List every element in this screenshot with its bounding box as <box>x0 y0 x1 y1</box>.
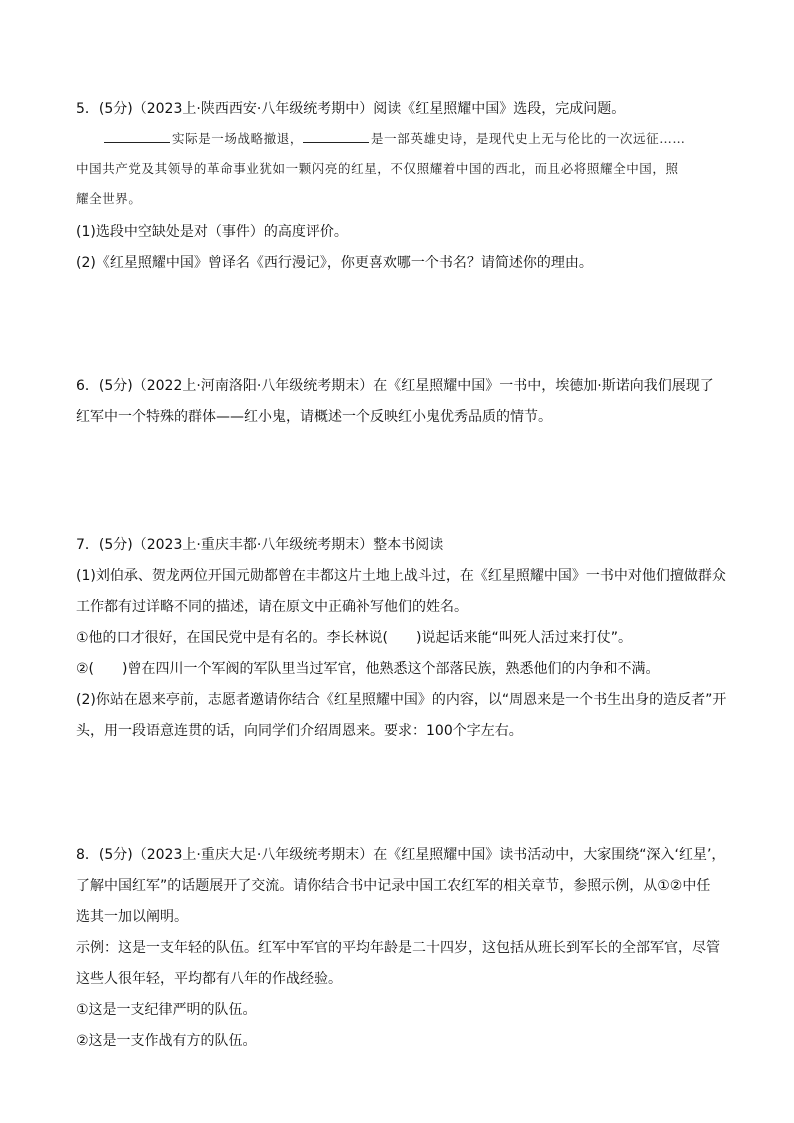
q8-example-line1: 示例：这是一支年轻的队伍。红军中军官的平均年龄是二十四岁，这包括从班长到军长的全部军官，尽管 <box>76 940 720 956</box>
q7-sub1-line2: 工作都有过详略不同的描述，请在原文中正确补写他们的姓名。 <box>76 599 468 615</box>
q5-header: 5．(5分)（2023上·陕西西安·八年级统考期中）阅读《红星照耀中国》选段，完成问题。 <box>76 101 626 117</box>
q7-header: 7．(5分)（2023上·重庆丰都·八年级统考期末）整本书阅读 <box>76 537 444 553</box>
q5-passage-line3: 耀全世界。 <box>76 191 142 206</box>
q5-subquestion-1: (1)选段中空缺处是对（事件）的高度评价。 <box>76 224 348 240</box>
q7-item1: ①他的口才很好，在国民党中是有名的。李长林说( )说起话来能“叫死人活过来打仗”。 <box>76 630 632 646</box>
q5-passage-line1 <box>104 129 754 149</box>
q6-line2: 红军中一个特殊的群体——红小鬼，请概述一个反映红小鬼优秀品质的情节。 <box>76 409 552 425</box>
q8-item1: ①这是一支纪律严明的队伍。 <box>76 1002 257 1018</box>
answer-blank[interactable] <box>303 129 369 143</box>
q5-passage-part2: 是一部英雄史诗，是现代史上无与伦比的一次远征…… <box>371 131 686 146</box>
q8-line3: 选其一加以阐明。 <box>76 909 188 925</box>
q8-line1: 8．(5分)（2023上·重庆大足·八年级统考期末）在《红星照耀中国》读书活动中，大家围绕“深入‘红星’， <box>76 847 726 863</box>
q8-example-line2: 这些人很年轻，平均都有八年的作战经验。 <box>76 971 342 987</box>
q6-line1: 6．(5分)（2022上·河南洛阳·八年级统考期末）在《红星照耀中国》一书中，埃德加·斯诺向我们展现了 <box>76 378 714 394</box>
q7-sub1-line1: (1)刘伯承、贺龙两位开国元勋都曾在丰都这片土地上战斗过，在《红星照耀中国》一书中对他们擅做群众 <box>76 568 726 584</box>
q5-passage-line2: 中国共产党及其领导的革命事业犹如一颗闪亮的红星，不仅照耀着中国的西北，而且必将照耀全中国，照 <box>76 161 679 176</box>
q7-sub2-line2: 头，用一段语意连贯的话，向同学们介绍周恩来。要求：100个字左右。 <box>76 723 523 739</box>
q7-item2: ②( )曾在四川一个军阀的军队里当过军官，他熟悉这个部落民族，熟悉他们的内争和不满。 <box>76 661 660 677</box>
q8-line2: 了解中国红军”的话题展开了交流。请你结合书中记录中国工农红军的相关章节，参照示例，从①②中任 <box>76 878 711 894</box>
q5-passage-part1: 实际是一场战略撤退， <box>172 131 304 146</box>
q8-item2: ②这是一支作战有方的队伍。 <box>76 1033 257 1049</box>
q7-sub2-line1: (2)你站在恩来亭前，志愿者邀请你结合《红星照耀中国》的内容，以“周恩来是一个书生出身的造反者”开 <box>76 692 727 708</box>
answer-blank[interactable] <box>104 129 170 143</box>
q5-subquestion-2: (2)《红星照耀中国》曾译名《西行漫记》，你更喜欢哪一个书名？请简述你的理由。 <box>76 255 593 271</box>
